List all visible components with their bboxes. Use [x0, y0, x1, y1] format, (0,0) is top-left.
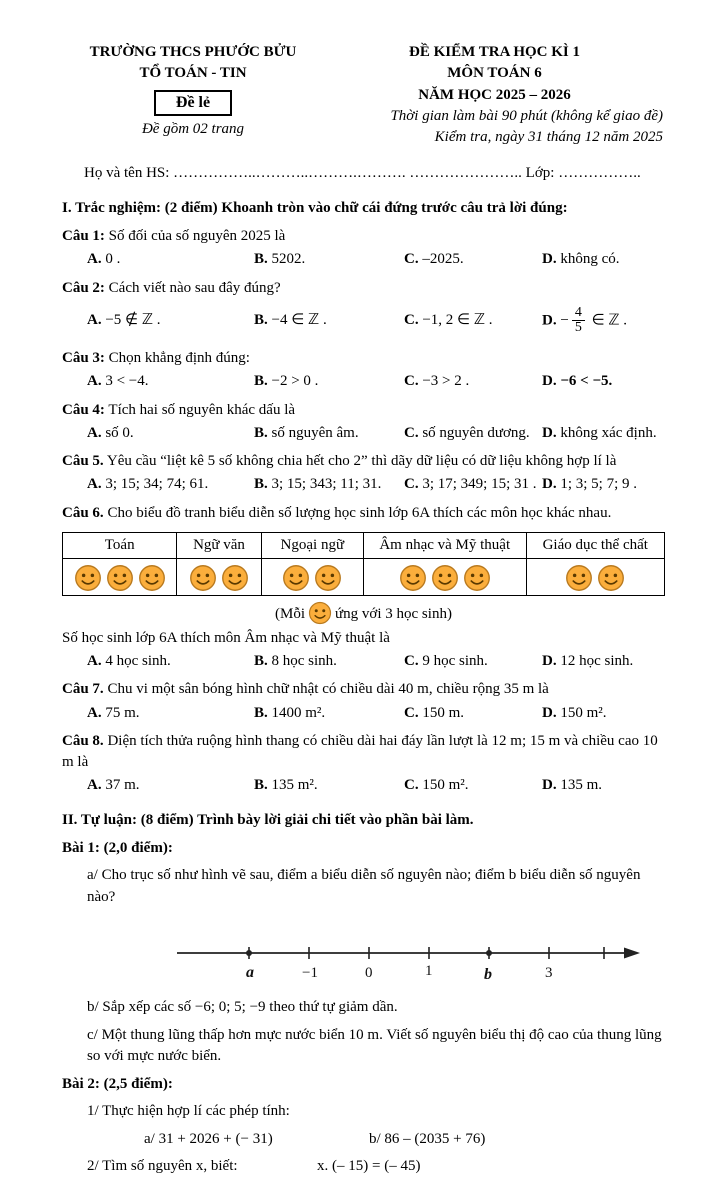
option-a: [87, 474, 254, 495]
option-b-label: B.: [254, 704, 268, 721]
question-6-options: [87, 651, 665, 672]
option-b-text: 3; 15; 343; 11; 31.: [271, 476, 382, 493]
option-c-label: C.: [404, 476, 419, 493]
option-b: [254, 423, 404, 444]
question-4-text: Tích hai số nguyên khác dấu là: [108, 401, 296, 418]
option-d-label: D.: [542, 424, 557, 441]
question-6-intro: Cho biểu đồ tranh biểu diễn số lượng học sinh lớp 6A thích các môn học khác nhau.: [107, 504, 612, 521]
student-info-line: [62, 163, 665, 184]
option-d-label: D.: [542, 251, 557, 268]
option-c-text: số nguyên dương.: [422, 424, 530, 441]
tick-label-0: 0: [365, 964, 373, 981]
option-a: [87, 371, 254, 392]
question-1-options: [87, 249, 665, 270]
option-b: [254, 249, 404, 270]
pages-note: Đề gồm 02 trang: [141, 121, 245, 138]
option-b: [254, 371, 404, 392]
question-7-options: [87, 703, 665, 724]
question-5: [62, 451, 665, 472]
option-a-label: A.: [87, 373, 102, 390]
option-b: [254, 651, 404, 672]
number-line-svg: [174, 934, 642, 982]
option-a-label: A.: [87, 424, 102, 441]
option-a: [87, 249, 254, 270]
bai2-item-1: 1/ Thực hiện hợp lí các phép tính:: [87, 1103, 290, 1120]
tick-label-1: 1: [425, 962, 433, 979]
pictograph-cell-toan: [63, 559, 177, 596]
smiley-face-icon: [74, 564, 102, 592]
point-a-label: a: [246, 963, 254, 981]
fraction-numerator: 4: [572, 306, 585, 322]
bai1-title: Bài 1: (2,0 điểm):: [62, 840, 173, 857]
smiley-face-icon: [463, 564, 491, 592]
option-a: [87, 423, 254, 444]
option-a: [87, 703, 254, 724]
option-b-label: B.: [254, 251, 268, 268]
column-header-am-nhac-my-thuat: Âm nhạc và Mỹ thuật: [363, 533, 526, 559]
option-d-text: 12 học sinh.: [560, 652, 634, 669]
fraction-denominator: 5: [574, 320, 582, 336]
smiley-face-icon: [431, 564, 459, 592]
option-b-text: 8 học sinh.: [271, 652, 337, 669]
bai2-item-2-row: [62, 1156, 665, 1177]
smiley-face-icon: [106, 564, 134, 592]
option-a-label: A.: [87, 251, 102, 268]
bai2-item-1-calcs: [62, 1129, 665, 1150]
pictograph-cell-ngu-van: [177, 559, 261, 596]
pictograph-cell-ngoai-ngu: [261, 559, 363, 596]
exam-title: ĐỀ KIỂM TRA HỌC KÌ 1: [409, 44, 580, 60]
option-b-text: 1400 m².: [271, 704, 326, 721]
bai2-item-1a: a/ 31 + 2026 + (− 31): [144, 1130, 273, 1147]
option-c: [404, 310, 542, 331]
pictograph-cell-am-nhac-my-thuat: [363, 559, 526, 596]
question-6: [62, 503, 665, 524]
option-c-label: C.: [404, 652, 419, 669]
exam-variant-box: Đề lẻ: [154, 90, 232, 117]
smiley-face-icon: [597, 564, 625, 592]
header-right: [324, 42, 665, 148]
option-d-label: D.: [542, 652, 557, 669]
school-year: NĂM HỌC 2025 – 2026: [418, 86, 571, 103]
duration-note: Thời gian làm bài 90 phút (không kể giao đề): [390, 107, 663, 124]
department-name: TỔ TOÁN - TIN: [139, 65, 247, 82]
option-d-text: 150 m².: [560, 704, 607, 721]
header: [62, 42, 665, 148]
pictograph-icon-row: [63, 559, 665, 596]
option-d-suffix: ∈ ℤ .: [591, 312, 628, 329]
option-c: [404, 474, 542, 495]
option-c: [404, 423, 542, 444]
option-a-label: A.: [87, 312, 102, 329]
option-d: [542, 249, 665, 270]
question-1: [62, 226, 665, 247]
pictograph-table: [62, 532, 665, 596]
question-3-text: Chọn khẳng định đúng:: [108, 349, 250, 366]
point-b-label: b: [484, 965, 492, 982]
question-4-number: Câu 4:: [62, 401, 105, 418]
option-d: [542, 703, 665, 724]
option-c-label: C.: [404, 424, 419, 441]
pictograph-header-row: [63, 533, 665, 559]
option-b-label: B.: [254, 373, 268, 390]
option-c-label: C.: [404, 777, 419, 794]
smiley-face-icon: [399, 564, 427, 592]
option-d-label: D.: [542, 704, 557, 721]
fraction: [572, 306, 585, 336]
option-c: [404, 703, 542, 724]
question-8-number: Câu 8.: [62, 732, 104, 749]
smiley-face-icon: [221, 564, 249, 592]
option-a: [87, 651, 254, 672]
option-d: [542, 423, 665, 444]
bai1-item-c: c/ Một thung lũng thấp hơn mực nước biển 10 m. Viết số nguyên biểu thị độ cao của thung lũng so với mực nước biển.: [87, 1026, 662, 1064]
bai2-item-2-equation: x. (– 15) = (– 45): [317, 1157, 421, 1174]
option-c-text: 9 học sinh.: [422, 652, 488, 669]
option-d-text: 1; 3; 5; 7; 9 .: [560, 476, 638, 493]
bai2-item-1b: b/ 86 – (2035 + 76): [369, 1130, 486, 1147]
option-b-text: số nguyên âm.: [271, 424, 359, 441]
option-a-text: 37 m.: [105, 777, 140, 794]
option-c-text: –2025.: [422, 251, 464, 268]
option-a: [87, 310, 254, 331]
legend-suffix: ứng với 3 học sinh): [335, 606, 452, 623]
bai2-item-2: 2/ Tìm số nguyên x, biết:: [87, 1157, 238, 1174]
option-b-text: −4 ∈ ℤ .: [271, 312, 327, 329]
column-header-ngoai-ngu: Ngoại ngữ: [261, 533, 363, 559]
question-3-options: [87, 371, 665, 392]
option-c-text: −1, 2 ∈ ℤ .: [422, 312, 493, 329]
option-c-label: C.: [404, 704, 419, 721]
fraction-sign: −: [560, 312, 569, 329]
smiley-face-icon: [138, 564, 166, 592]
smiley-face-icon: [565, 564, 593, 592]
option-b-label: B.: [254, 476, 268, 493]
option-d-text: 135 m.: [560, 777, 603, 794]
smiley-face-icon: [314, 564, 342, 592]
option-d-text: không có.: [560, 251, 620, 268]
tick-label-minus1: −1: [302, 964, 318, 981]
option-a-text: 3 < −4.: [105, 373, 149, 390]
pictograph-cell-giao-duc-the-chat: [526, 559, 665, 596]
smiley-face-icon: [308, 601, 332, 625]
option-c: [404, 249, 542, 270]
bai1-item-b: b/ Sắp xếp các số −6; 0; 5; −9 theo thứ tự giảm dần.: [87, 999, 398, 1016]
option-b: [254, 474, 404, 495]
option-a-text: 0 .: [105, 251, 121, 268]
option-d: [542, 371, 665, 392]
question-2-number: Câu 2:: [62, 279, 105, 296]
option-a-text: 3; 15; 34; 74; 61.: [105, 476, 209, 493]
legend-prefix: (Mỗi: [275, 606, 306, 623]
option-b-text: 5202.: [271, 251, 306, 268]
tick-label-3: 3: [545, 964, 553, 981]
exam-date: Kiểm tra, ngày 31 tháng 12 năm 2025: [434, 129, 663, 146]
question-8: [62, 731, 665, 774]
option-b-text: −2 > 0 .: [271, 373, 319, 390]
question-2-options: [87, 301, 665, 341]
option-a-text: số 0.: [105, 424, 134, 441]
column-header-toan: Toán: [63, 533, 177, 559]
option-d-label: D.: [542, 373, 557, 390]
option-c-text: 150 m².: [422, 777, 469, 794]
question-7: [62, 679, 665, 700]
option-a-label: A.: [87, 652, 102, 669]
question-8-options: [87, 775, 665, 796]
option-c-label: C.: [404, 251, 419, 268]
column-header-giao-duc-the-chat: Giáo dục thể chất: [526, 533, 665, 559]
option-b: [254, 703, 404, 724]
option-b-label: B.: [254, 424, 268, 441]
option-a-label: A.: [87, 476, 102, 493]
option-c: [404, 651, 542, 672]
option-a-text: 4 học sinh.: [105, 652, 171, 669]
header-left: [62, 42, 324, 148]
question-8-text: Diện tích thửa ruộng hình thang có chiều dài hai đáy lần lượt là 12 m; 15 m và chiều cao 10 m là: [62, 732, 658, 771]
school-name: TRƯỜNG THCS PHƯỚC BỬU: [89, 44, 297, 60]
question-2: [62, 278, 665, 299]
class-label: Lớp:: [525, 165, 555, 182]
section2-title: II. Tự luận: (8 điểm) Trình bày lời giải chi tiết vào phần bài làm.: [62, 811, 474, 828]
option-c: [404, 775, 542, 796]
question-1-text: Số đối của số nguyên 2025 là: [108, 228, 286, 245]
pictograph-legend: [62, 601, 665, 625]
question-3-number: Câu 3:: [62, 349, 105, 366]
question-4-options: [87, 423, 665, 444]
question-6-number: Câu 6.: [62, 504, 104, 521]
option-a-label: A.: [87, 704, 102, 721]
option-c-text: 150 m.: [422, 704, 465, 721]
variant-box-wrap: [62, 85, 324, 120]
option-a-label: A.: [87, 777, 102, 794]
option-d: [542, 651, 665, 672]
question-5-options: [87, 474, 665, 495]
option-d-label: D.: [542, 312, 557, 329]
option-d: [542, 474, 665, 495]
smiley-face-icon: [282, 564, 310, 592]
option-c: [404, 371, 542, 392]
question-7-text: Chu vi một sân bóng hình chữ nhật có chiều dài 40 m, chiều rộng 35 m là: [107, 681, 549, 698]
option-a-text: 75 m.: [105, 704, 140, 721]
question-5-number: Câu 5.: [62, 453, 104, 470]
option-c-label: C.: [404, 373, 419, 390]
option-b: [254, 310, 404, 331]
question-1-number: Câu 1:: [62, 228, 105, 245]
option-b: [254, 775, 404, 796]
option-c-text: 3; 17; 349; 15; 31 .: [422, 476, 537, 493]
exam-subject: MÔN TOÁN 6: [447, 65, 542, 82]
question-2-text: Cách viết nào sau đây đúng?: [108, 279, 281, 296]
option-b-label: B.: [254, 312, 268, 329]
option-d-label: D.: [542, 777, 557, 794]
option-d: [542, 306, 665, 336]
question-3: [62, 348, 665, 369]
smiley-face-icon: [189, 564, 217, 592]
question-6-text: Số học sinh lớp 6A thích môn Âm nhạc và Mỹ thuật là: [62, 629, 390, 646]
option-a-text: −5 ∉ ℤ .: [105, 312, 161, 329]
option-b-label: B.: [254, 777, 268, 794]
bai2-title: Bài 2: (2,5 điểm):: [62, 1076, 173, 1093]
option-d-text: không xác định.: [560, 424, 657, 441]
section1-title: I. Trắc nghiệm: (2 điểm) Khoanh tròn vào chữ cái đứng trước câu trả lời đúng:: [62, 199, 568, 216]
column-header-ngu-van: Ngữ văn: [177, 533, 261, 559]
student-name-label: Họ và tên HS:: [84, 165, 170, 182]
option-c-label: C.: [404, 312, 419, 329]
option-d-text: −6 < −5.: [560, 373, 613, 390]
bai1-item-a: a/ Cho trục số như hình vẽ sau, điểm a biểu diễn số nguyên nào; điểm b biểu diễn số nguyên nào?: [87, 867, 641, 905]
student-name-blank: ……………..………..……….………. …………………..: [173, 165, 522, 182]
number-line-figure: [174, 934, 665, 989]
class-blank: ……………..: [558, 165, 641, 182]
question-7-number: Câu 7.: [62, 681, 104, 698]
option-a: [87, 775, 254, 796]
option-b-text: 135 m².: [271, 777, 318, 794]
question-4: [62, 400, 665, 421]
option-b-label: B.: [254, 652, 268, 669]
option-d-label: D.: [542, 476, 557, 493]
option-d: [542, 775, 665, 796]
question-5-text: Yêu cầu “liệt kê 5 số không chia hết cho 2” thì dãy dữ liệu có dữ liệu không hợp lí là: [106, 453, 617, 470]
option-c-text: −3 > 2 .: [422, 373, 470, 390]
